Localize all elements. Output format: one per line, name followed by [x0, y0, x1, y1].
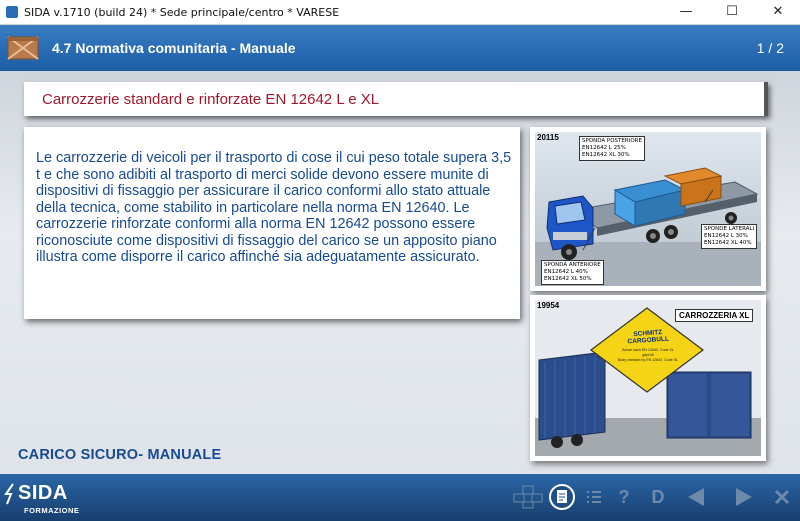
box-icon — [6, 33, 40, 61]
main-content — [0, 71, 800, 474]
truck-diagram-image — [530, 127, 766, 291]
section-title: 4.7 Normativa comunitaria - Manuale — [52, 40, 296, 56]
trailer-photo-image — [530, 295, 766, 461]
xl-body-label: CARROZZERIA XL — [675, 309, 753, 322]
section-header — [0, 25, 800, 71]
page-heading: Carrozzerie standard e rinforzate EN 12642 L e XL — [42, 91, 380, 108]
notes-icon[interactable] — [549, 484, 575, 510]
list-icon[interactable] — [584, 484, 604, 510]
course-title: CARICO SICURO- MANUALE — [18, 447, 222, 463]
plate-brand: SCHMITZ CARGOBULL — [627, 329, 670, 346]
maximize-button[interactable]: ☐ — [726, 4, 738, 19]
app-icon — [6, 6, 18, 18]
close-icon[interactable] — [772, 484, 792, 510]
image-code: 20115 — [537, 133, 559, 142]
logo-subtext: FORMAZIONE — [24, 506, 80, 515]
bottom-toolbar — [0, 474, 800, 521]
arrow-right-icon[interactable] — [730, 484, 756, 510]
image-code: 19954 — [537, 301, 560, 310]
trailer-illustration — [535, 300, 761, 456]
sida-logo-icon — [3, 482, 17, 506]
logo-text: SIDA — [18, 482, 68, 504]
arrow-left-icon[interactable] — [684, 484, 710, 510]
callout-rear-wall: SPONDA POSTERIORE EN12642 L 25% EN12642 XL 30% — [579, 136, 645, 161]
navigation-pad-icon[interactable] — [512, 484, 544, 510]
help-button[interactable]: ? — [618, 487, 630, 507]
page-heading-box — [24, 82, 768, 116]
body-text: Le carrozzerie di veicoli per il trasporto di cose il cui peso totale supera 3,5 t e che sono adibiti al trasporto di merci solide devono essere munite di dispositivi di fissaggio per assicurare il carico conformi allo stato attuale della tecnica, come stabilito in particolare nella norma EN 12640. Le carrozzerie rinforzate conformi alla norma EN 12642 possono essere riconosciute come dispositivi di fissaggio del carico se un apposito piano illustra come disporre il carico affinché sia adeguatamente assicurato. — [36, 150, 512, 265]
minimize-button[interactable]: — — [679, 4, 693, 19]
page-indicator: 1 / 2 — [756, 40, 784, 56]
callout-front-wall: SPONDA ANTERIORE EN12642 L 40% EN12642 XL 50% — [541, 260, 604, 285]
text-panel — [24, 127, 520, 319]
callout-side-walls: SPONDE LATERALI EN12642 L 30% EN12642 XL 40% — [701, 224, 757, 249]
d-button[interactable]: D — [651, 487, 665, 507]
window-titlebar — [0, 0, 800, 25]
window-title: SIDA v.1710 (build 24) * Sede principale/centro * VARESE — [24, 6, 340, 19]
plate-text: Achse nach EN 12642, Code XL geprüft Body checked by EN 12642, Code XL — [617, 348, 679, 362]
close-window-button[interactable]: ✕ — [772, 4, 784, 19]
